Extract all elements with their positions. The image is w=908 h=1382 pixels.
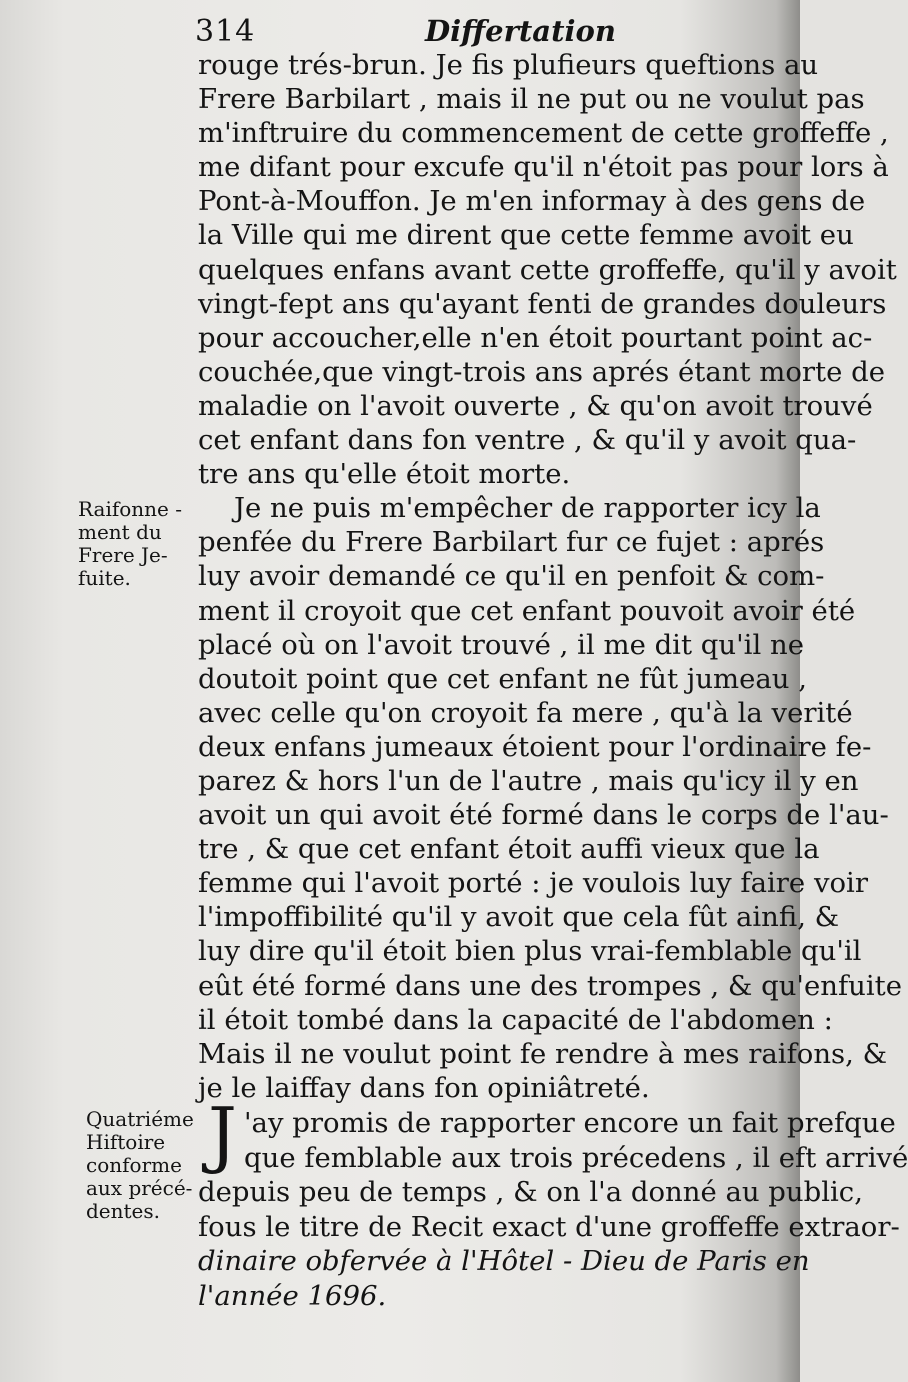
text-line: pour accoucher,elle n'en étoit pourtant point ac- [198,321,873,354]
section-quatrieme [198,1092,908,1313]
text-line: tre , & que cet enfant étoit auffi vieux que la [198,833,820,866]
text-line: 'ay promis de rapporter encore un fait prefque [244,1107,896,1139]
text-line: luy avoir demandé ce qu'il en penfoit & com- [198,560,825,593]
page-number: 314 [195,14,256,49]
text-line: depuis peu de temps , & on l'a donné au public, [198,1176,863,1208]
text-line: couchée,que vingt-trois ans aprés étant morte de [198,355,885,388]
running-head: Differtation [425,14,616,48]
text-line: que femblable aux trois précedens , il eft arrivé [244,1141,908,1174]
text-line: cet enfant dans fon ventre , & qu'il y avoit qua- [198,424,857,457]
text-line: ment il croyoit que cet enfant pouvoit avoir été [198,594,856,627]
text-line: eût été formé dans une des trompes , & qu'enfuite [198,969,902,1002]
text-line: luy dire qu'il étoit bien plus vrai-femblable qu'il [198,935,862,968]
text-line: m'inftruire du commencement de cette groffeffe , [198,117,889,150]
text-line: je le laiffay dans fon opiniâtreté. [198,1071,650,1104]
text-line: parez & hors l'un de l'autre , mais qu'icy il y en [198,764,859,797]
text-line: la Ville qui me dirent que cette femme avoit eu [198,219,854,252]
text-line: l'impoffibilité qu'il y avoit que cela fût ainfi, & [198,901,840,934]
text-line: vingt-fept ans qu'ayant fenti de grandes douleurs [198,287,887,320]
margin-note-fourth-history: Quatriéme Hiftoire conforme aux précé- dentes. [86,1107,194,1223]
text-line: doutoit point que cet enfant ne fût jumeau , [198,662,807,695]
margin-note-reasoning: Raifonne - ment du Frere Je- fuite. [78,497,182,590]
text-line: dinaire obfervée à l'Hôtel - Dieu de Paris en [198,1245,810,1277]
text-line: me difant pour excufe qu'il n'étoit pas pour lors à [198,151,889,184]
text-line: Frere Barbilart , mais il ne put ou ne voulut pas [198,83,865,116]
text-line: avec celle qu'on croyoit fa mere , qu'à la verité [198,696,853,729]
text-line: penfée du Frere Barbilart fur ce fujet : aprés [198,526,825,559]
text-line: il étoit tombé dans la capacité de l'abdomen : [198,1003,833,1036]
text-line: deux enfans jumeaux étoient pour l'ordinaire fe- [198,730,872,763]
text-line: Mais il ne voulut point fe rendre à mes raifons, & [198,1037,888,1070]
text-line: quelques enfans avant cette groffeffe, qu'il y avoit [198,253,897,286]
text-line: placé où on l'avoit trouvé , il me dit qu'il ne [198,628,804,661]
text-line: fous le titre de Recit exact d'une groffeffe extraor- [198,1210,900,1243]
text-line: maladie on l'avoit ouverte , & qu'on avoit trouvé [198,389,873,422]
text-line: femme qui l'avoit porté : je voulois luy faire voir [198,867,868,900]
text-line: avoit un qui avoit été formé dans le corps de l'au- [198,799,889,832]
text-line: Je ne puis m'empêcher de rapporter icy la [234,492,821,525]
text-line: l'année 1696. [198,1279,387,1312]
text-line: rouge trés-brun. Je fis plufieurs queftions au [198,49,819,81]
text-line: tre ans qu'elle étoit morte. [198,458,571,491]
body-text [198,48,902,1105]
drop-cap: J [208,1092,237,1176]
text-line: Pont-à-Mouffon. Je m'en informay à des gens de [198,185,866,218]
